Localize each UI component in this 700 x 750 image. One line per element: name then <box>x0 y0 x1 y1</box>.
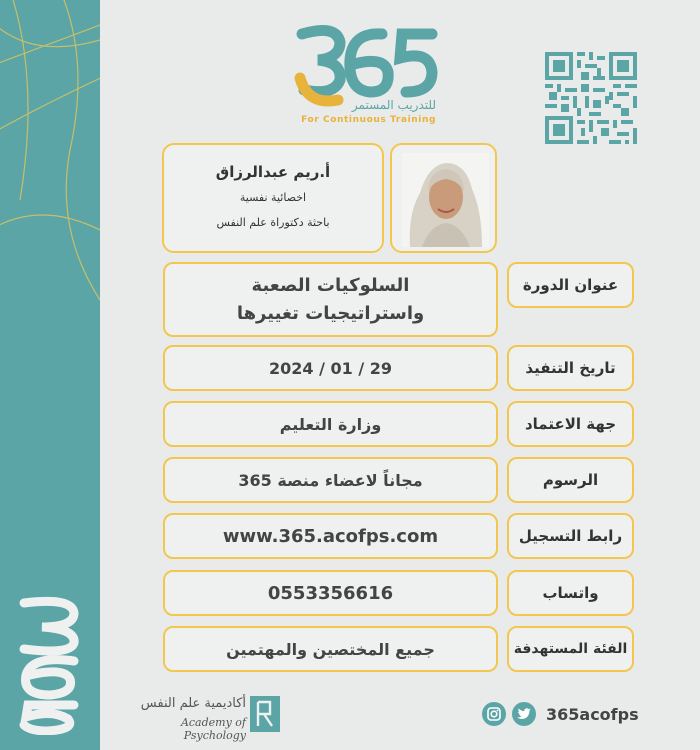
side-band <box>0 0 100 750</box>
course-title-line1: السلوكيات الصعبة <box>251 274 410 296</box>
accreditation-value: وزارة التعليم <box>163 401 498 447</box>
registration-link[interactable]: www.365.acofps.com <box>163 513 498 559</box>
decorative-lines <box>0 0 100 330</box>
social-handle[interactable]: 365acofps <box>546 704 639 724</box>
instagram-icon[interactable] <box>482 702 506 726</box>
audience-value: جميع المختصين والمهتمين <box>163 626 498 672</box>
qr-code-icon[interactable] <box>545 52 637 144</box>
academy-logo-icon <box>250 696 280 732</box>
side-logo-icon <box>12 595 92 735</box>
audience-label: الفئة المستهدفة <box>507 626 634 672</box>
social-links <box>482 702 639 726</box>
course-title-value <box>163 262 498 337</box>
fees-value: مجاناً لاعضاء منصة 365 <box>163 457 498 503</box>
brand-subtitle-en: For Continuous Training <box>301 115 436 125</box>
whatsapp-number[interactable]: 0553356616 <box>163 570 498 616</box>
course-title-label: عنوان الدورة <box>507 262 634 308</box>
brand-logo-icon <box>290 20 440 130</box>
trainer-photo <box>390 143 497 253</box>
trainer-avatar-icon <box>402 153 489 247</box>
date-label: تاريخ التنفيذ <box>507 345 634 391</box>
twitter-icon[interactable] <box>512 702 536 726</box>
accreditation-label: جهة الاعتماد <box>507 401 634 447</box>
academy-name-en: Academy of Psychology <box>180 716 246 742</box>
academy-name-ar: أكاديمية علم النفس <box>140 696 246 711</box>
trainer-role: اخصائية نفسية <box>239 191 307 204</box>
registration-label: رابط التسجيل <box>507 513 634 559</box>
course-title-line2: واستراتيجيات تغييرها <box>236 302 425 324</box>
brand-subtitle-ar: للتدريب المستمر <box>351 98 436 112</box>
fees-label: الرسوم <box>507 457 634 503</box>
whatsapp-label: واتساب <box>507 570 634 616</box>
trainer-degree: باحثة دكتوراة علم النفس <box>216 216 330 229</box>
trainer-card <box>162 143 384 253</box>
date-value: 2024 / 01 / 29 <box>163 345 498 391</box>
trainer-name: أ.ريم عبدالرزاق <box>215 163 331 181</box>
